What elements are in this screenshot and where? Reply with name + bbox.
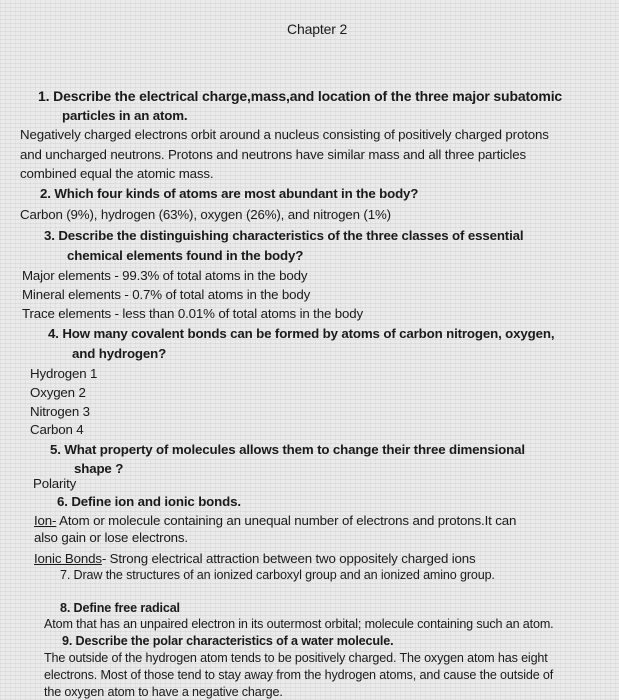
- q3-question-line-2: chemical elements found in the body?: [67, 248, 304, 263]
- q4-answer-oxygen: Oxygen 2: [30, 385, 86, 400]
- q4-question-line-1: 4. How many covalent bonds can be formed by atoms of carbon nitrogen, oxygen,: [48, 326, 555, 341]
- q9-answer-line-2: electrons. Most of those tend to stay away from the hydrogen atoms, and cause the outside of: [44, 668, 554, 682]
- q7-question: 7. Draw the structures of an ionized carboxyl group and an ionized amino group.: [60, 568, 495, 582]
- q1-answer-line-1: Negatively charged electrons orbit around a nucleus consisting of positively charged protons: [20, 127, 549, 142]
- q1-question-line-1: 1. Describe the electrical charge,mass,and location of the three major subatomic: [38, 88, 563, 104]
- q6-bond-term: Ionic Bonds: [34, 551, 102, 566]
- q3-answer-mineral: Mineral elements - 0.7% of total atoms in the body: [22, 287, 311, 302]
- q8-question: 8. Define free radical: [60, 601, 180, 615]
- q1-question-line-2: particles in an atom.: [62, 108, 188, 123]
- page-title: Chapter 2: [287, 21, 348, 37]
- q6-ion-def-text: Atom or molecule containing an unequal number of electrons and protons.It can: [56, 513, 517, 528]
- q5-question-line-2: shape ?: [74, 461, 124, 476]
- q5-question-line-1: 5. What property of molecules allows them to change their three dimensional: [50, 442, 525, 457]
- q9-answer-line-3: the oxygen atom to have a negative charge.: [44, 685, 283, 699]
- q4-answer-nitrogen: Nitrogen 3: [30, 404, 90, 419]
- q6-bond-def-text: - Strong electrical attraction between two oppositely charged ions: [101, 551, 476, 566]
- q2-answer: Carbon (9%), hydrogen (63%), oxygen (26%), and nitrogen (1%): [20, 207, 391, 222]
- q6-question: 6. Define ion and ionic bonds.: [57, 494, 241, 509]
- q6-ion-term: Ion-: [34, 513, 57, 528]
- q4-question-line-2: and hydrogen?: [72, 346, 167, 361]
- q6-ion-definition-line-1: [34, 513, 516, 529]
- q2-question: 2. Which four kinds of atoms are most abundant in the body?: [40, 186, 419, 201]
- q6-ionic-bonds-definition: [34, 551, 476, 567]
- q6-ion-definition-line-2: also gain or lose electrons.: [34, 530, 188, 545]
- q9-question: 9. Describe the polar characteristics of a water molecule.: [62, 634, 394, 648]
- q5-answer: Polarity: [33, 476, 77, 491]
- q3-answer-trace: Trace elements - less than 0.01% of total atoms in the body: [22, 306, 363, 321]
- q8-answer: Atom that has an unpaired electron in its outermost orbital; molecule containing such an atom.: [44, 617, 554, 631]
- q4-answer-hydrogen: Hydrogen 1: [30, 366, 98, 381]
- q9-answer-line-1: The outside of the hydrogen atom tends to be positively charged. The oxygen atom has eight: [44, 651, 548, 665]
- q1-answer-line-3: combined equal the atomic mass.: [20, 166, 214, 181]
- q1-answer-line-2: and uncharged neutrons. Protons and neutrons have similar mass and all three particles: [20, 147, 526, 162]
- q3-question-line-1: 3. Describe the distinguishing characteristics of the three classes of essential: [44, 228, 524, 243]
- q3-answer-major: Major elements - 99.3% of total atoms in the body: [22, 268, 308, 283]
- q4-answer-carbon: Carbon 4: [30, 422, 84, 437]
